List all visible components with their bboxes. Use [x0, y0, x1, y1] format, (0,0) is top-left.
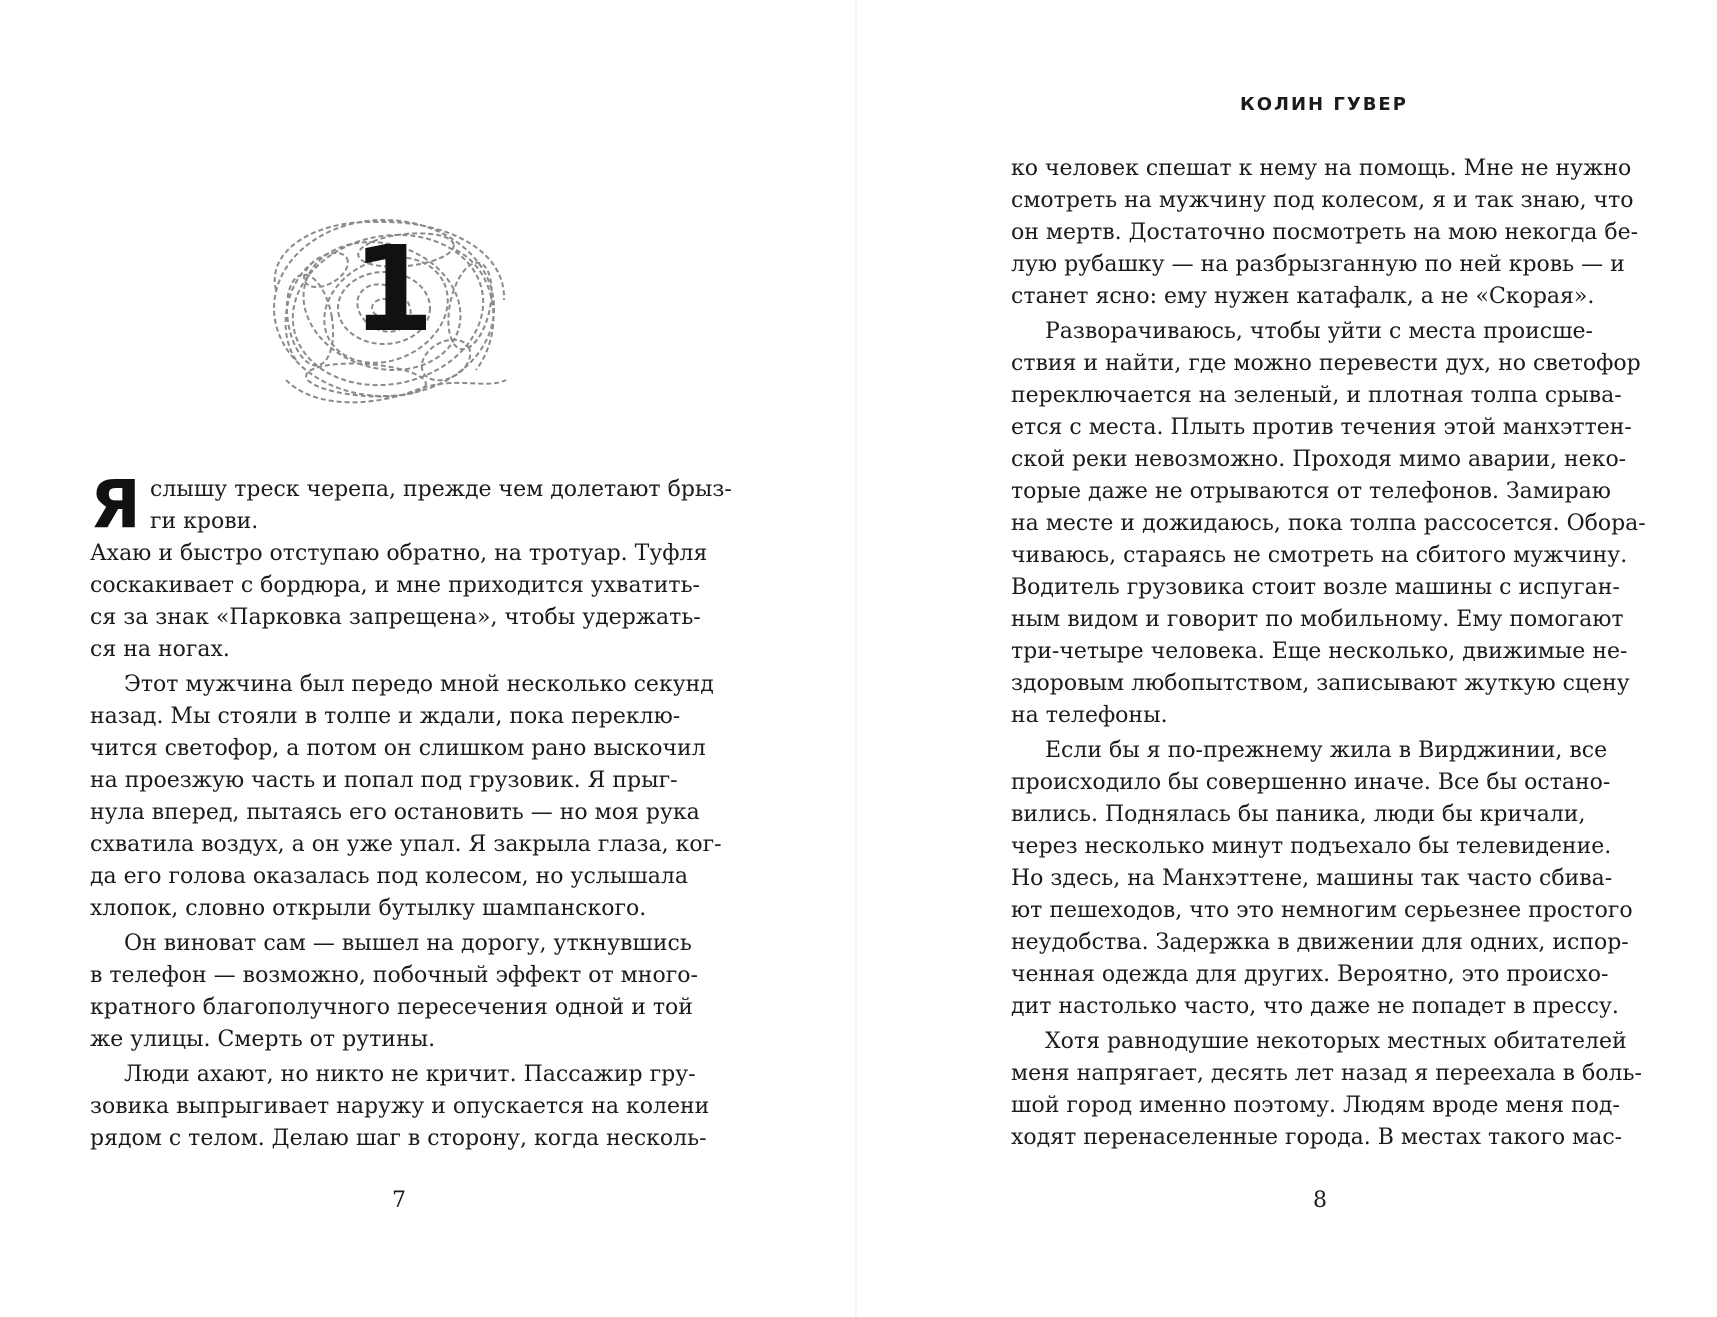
text-line: лую рубашку — на разбрызганную по ней кровь — и [1011, 252, 1625, 277]
text-line: Он виноват сам — вышел на дорогу, уткнувшись [124, 931, 692, 956]
text-line: кратного благополучного пересечения одной и той [90, 995, 693, 1020]
text-line: Но здесь, на Манхэттене, машины так часто сбива- [1011, 866, 1613, 891]
text-line: торые даже не отрываются от телефонов. Замираю [1011, 479, 1611, 504]
text-line: Водитель грузовика стоит возле машины с испуган- [1011, 575, 1620, 600]
text-line: ствия и найти, где можно перевести дух, но светофор [1011, 351, 1641, 376]
text-line: Люди ахают, но никто не кричит. Пассажир гру- [124, 1062, 696, 1087]
text-line: ют пешеходов, что это немногим серьезнее простого [1011, 898, 1633, 923]
text-line: на месте и дожидаюсь, пока толпа рассосется. Обора- [1011, 511, 1646, 536]
text-line: ся за знак «Парковка запрещена», чтобы удержать- [90, 605, 701, 630]
text-line: на проезжую часть и попал под грузовик. Я прыг- [90, 768, 678, 793]
text-line: чится светофор, а потом он слишком рано выскочил [90, 736, 706, 761]
text-line: вились. Поднялась бы паника, люди бы кричали, [1011, 802, 1586, 827]
text-line: здоровым любопытством, записывают жуткую сцену [1011, 671, 1630, 696]
drop-cap-lines [150, 474, 732, 538]
text-line: три-четыре человека. Еще несколько, движимые не- [1011, 639, 1628, 664]
text-line: соскакивает с бордюра, и мне приходится ухватить- [90, 573, 700, 598]
text-line: ги крови. [150, 509, 259, 534]
text-line: хлопок, словно открыли бутылку шампанского. [90, 896, 647, 921]
chapter-number: 1 [352, 220, 435, 358]
text-line: назад. Мы стояли в толпе и ждали, пока переклю- [90, 704, 681, 729]
text-line: Хотя равнодушие некоторых местных обитателей [1045, 1029, 1627, 1054]
text-line: ется с места. Плыть против течения этой манхэттен- [1011, 415, 1632, 440]
text-line: рядом с телом. Делаю шаг в сторону, когда несколь- [90, 1126, 707, 1151]
text-line: в телефон — возможно, побочный эффект от много- [90, 963, 698, 988]
text-line: Если бы я по-прежнему жила в Вирджинии, все [1045, 738, 1608, 763]
text-line: дит настолько часто, что даже не попадет в прессу. [1011, 994, 1619, 1019]
text-line: же улицы. Смерть от рутины. [90, 1027, 436, 1052]
text-line: да его голова оказалась под колесом, но услышала [90, 864, 688, 889]
drop-cap: Я [90, 466, 141, 543]
text-line: ным видом и говорит по мобильному. Ему помогают [1011, 607, 1624, 632]
text-line: станет ясно: ему нужен катафалк, а не «Скорая». [1011, 284, 1595, 309]
text-line: ходят перенаселенные города. В местах такого мас- [1011, 1125, 1623, 1150]
text-line: шой город именно поэтому. Людям вроде меня под- [1011, 1093, 1620, 1118]
text-line: нула вперед, пытаясь его остановить — но моя рука [90, 800, 700, 825]
text-line: смотреть на мужчину под колесом, я и так знаю, что [1011, 188, 1634, 213]
text-line: меня напрягает, десять лет назад я переехала в боль- [1011, 1061, 1642, 1086]
left-body-text [90, 538, 722, 1155]
running-head: КОЛИН ГУВЕР [1240, 94, 1408, 115]
text-line: ко человек спешат к нему на помощь. Мне не нужно [1011, 156, 1632, 181]
text-line: схватила воздух, а он уже упал. Я закрыла глаза, ког- [90, 832, 722, 857]
text-line: переключается на зеленый, и плотная толпа срыва- [1011, 383, 1622, 408]
text-line: Разворачиваюсь, чтобы уйти с места происше- [1045, 319, 1593, 344]
chapter-heading [256, 210, 546, 450]
text-line: на телефоны. [1011, 703, 1168, 728]
text-line: чиваюсь, стараясь не смотреть на сбитого мужчину. [1011, 543, 1628, 568]
text-line: слышу треск черепа, прежде чем долетают брыз- [150, 477, 732, 502]
text-line: он мертв. Достаточно посмотреть на мою некогда бе- [1011, 220, 1639, 245]
right-body-text [1011, 153, 1646, 1154]
text-line: Ахаю и быстро отступаю обратно, на тротуар. Туфля [90, 541, 708, 566]
page-number-left: 7 [392, 1188, 406, 1213]
text-line: неудобства. Задержка в движении для одних, испор- [1011, 930, 1629, 955]
page-number-right: 8 [1313, 1188, 1327, 1213]
text-line: Этот мужчина был передо мной несколько секунд [124, 672, 714, 697]
text-line: зовика выпрыгивает наружу и опускается на колени [90, 1094, 710, 1119]
text-line: ся на ногах. [90, 637, 230, 662]
text-line: через несколько минут подъехало бы телевидение. [1011, 834, 1612, 859]
text-line: происходило бы совершенно иначе. Все бы остано- [1011, 770, 1611, 795]
text-line: ской реки невозможно. Проходя мимо аварии, неко- [1011, 447, 1627, 472]
text-line: ченная одежда для других. Вероятно, это происхо- [1011, 962, 1609, 987]
